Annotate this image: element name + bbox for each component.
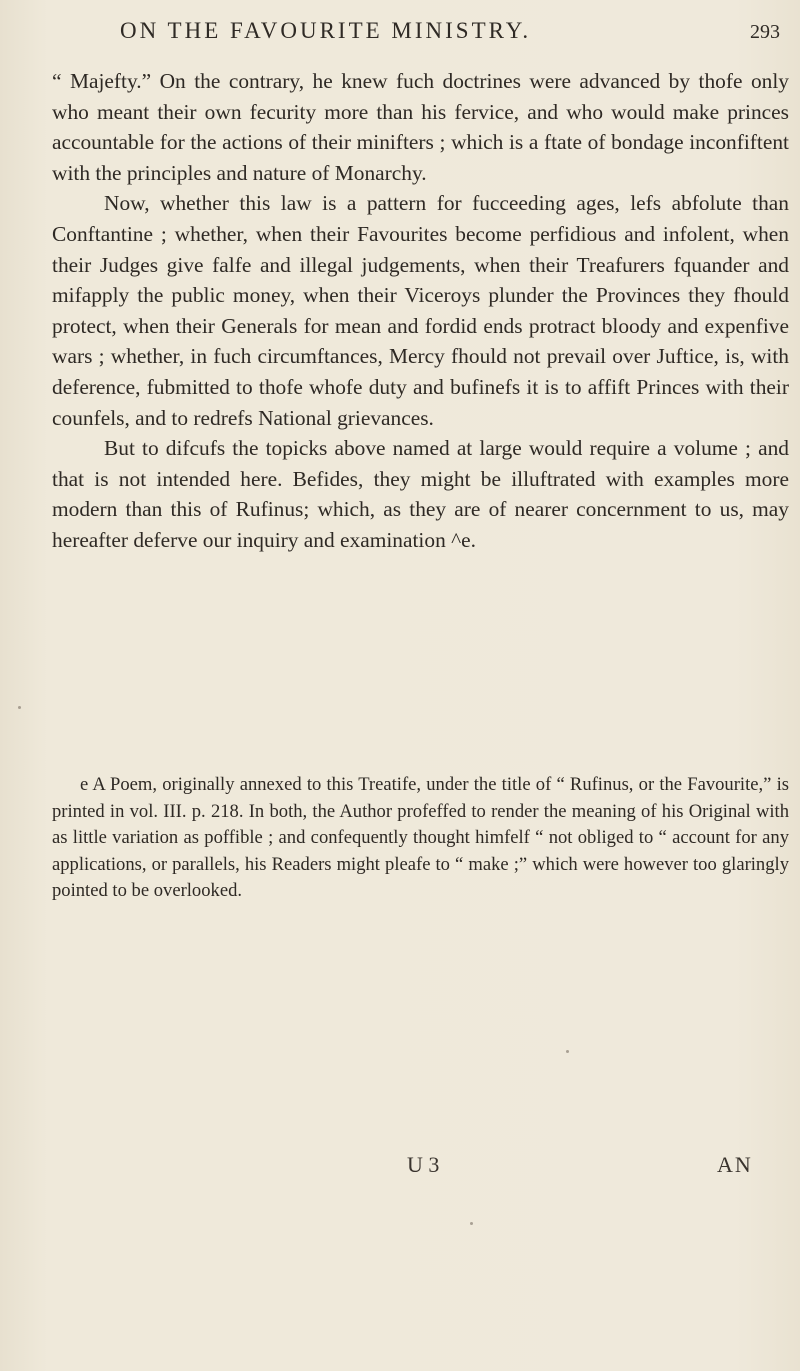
paper-speck — [566, 1050, 569, 1053]
page-number: 293 — [750, 21, 780, 43]
paper-speck — [18, 706, 21, 709]
running-title: ON THE FAVOURITE MINISTRY. — [120, 18, 532, 43]
main-text — [52, 66, 789, 556]
paragraph-1: “ Majefty.” On the contrary, he knew fuch doctrines were advanced by thofe only who meant their own fecurity more than his fervice, and who would make princes accountable for the actions of their minifters ; which is a ftate of bondage inconfiftent with the principles and nature of Monarchy. — [52, 69, 789, 185]
paragraph-2: Now, whether this law is a pattern for fucceeding ages, lefs abfolute than Conftantine ; whether, when their Favourites become perfidious and infolent, when their Judges give falfe and illegal judgements, when their Treafurers fquander and mifapply the public money, when their Viceroys plunder the Provinces they fhould protect, when their Generals for mean and fordid ends protract bloody and expenfive wars ; whether, in fuch circumftances, Mercy fhould not prevail over Juftice, is, with deference, fubmitted to thofe whofe duty and bufinefs it is to affift Princes with their counfels, and to redrefs National grievances. — [52, 191, 789, 430]
running-head — [120, 18, 780, 44]
catchword: AN — [717, 1152, 753, 1177]
paragraph-3: But to difcufs the topicks above named at large would require a volume ; and that is not intended here. Befides, they might be illuftrated with examples more modern than this of Rufinus; which, as they are of nearer concernment to us, may hereafter deferve our inquiry and examination ^e. — [52, 436, 789, 552]
printer-signature: U 3 — [407, 1152, 440, 1177]
footnote-text: e A Poem, originally annexed to this Treatife, under the title of “ Rufinus, or the Favourite,” is printed in vol. III. p. 218. In both, the Author profeffed to render the meaning of his Original with as little variation as poffible ; and confequently thought himfelf “ not obliged to “ account for any applications, or parallels, his Readers might pleafe to “ make ;” which were however too glaringly pointed to be overlooked. — [52, 774, 789, 902]
footnote — [52, 772, 789, 905]
paper-speck — [470, 1222, 473, 1225]
